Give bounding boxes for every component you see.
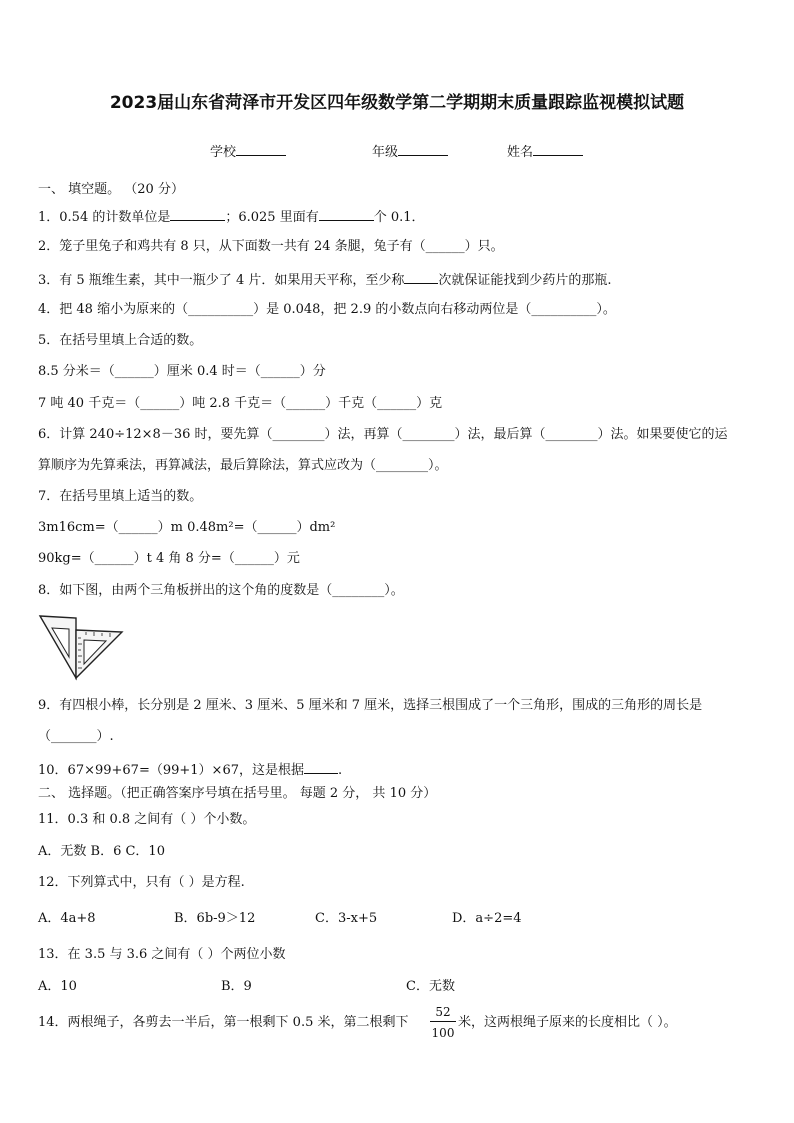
fraction-bar — [430, 1021, 456, 1022]
question-14-text-a: 14．两根绳子，各剪去一半后，第一根剩下 0.5 米，第二根剩下 — [38, 1015, 409, 1030]
question-13-option-a[interactable]: A．10 — [38, 979, 77, 994]
question-12-option-b[interactable]: B．6b-9＞12 — [174, 911, 256, 926]
grade-field[interactable] — [372, 141, 448, 160]
question-11: 11．0.3 和 0.8 之间有（ ）个小数。 — [38, 812, 256, 827]
fraction-denominator: 100 — [431, 1026, 455, 1040]
question-13-option-b[interactable]: B．9 — [221, 979, 252, 994]
answer-blank[interactable] — [170, 207, 225, 221]
answer-blank[interactable] — [319, 207, 374, 221]
question-7-line-a: 3m16cm=（______）m 0.48m²=（______）dm² — [38, 520, 336, 535]
question-13-option-c[interactable]: C．无数 — [406, 979, 455, 994]
grade-label: 年级 — [372, 145, 399, 160]
name-blank[interactable] — [533, 142, 583, 156]
question-12-option-a[interactable]: A．4a+8 — [38, 911, 96, 926]
question-7-line-b: 90kg=（______）t 4 角 8 分=（______）元 — [38, 551, 300, 566]
question-6: 6．计算 240÷12×8－36 时，要先算（________）法，再算（________）法，最后算（________）法。如果要使它的运 — [38, 427, 728, 442]
question-4: 4．把 48 缩小为原来的（__________）是 0.048，把 2.9 的小数点向右移动两位是（__________）。 — [38, 302, 616, 317]
section-heading-1: 一、 填空题。 （20 分） — [38, 182, 184, 197]
question-8: 8．如下图，由两个三角板拼出的这个角的度数是（________）。 — [38, 583, 404, 598]
question-5-line-b: 7 吨 40 千克＝（______）吨 2.8 千克＝（______）千克（______）克 — [38, 396, 443, 411]
question-1: 1．0.54 的计数单位是 ；6.025 里面有 个 0.1． — [38, 207, 425, 227]
page-title: 2023届山东省菏泽市开发区四年级数学第二学期期末质量跟踪监视模拟试题 — [109, 93, 685, 113]
name-label: 姓名 — [507, 145, 534, 160]
set-square-small — [76, 630, 122, 678]
answer-blank[interactable] — [304, 760, 338, 774]
school-blank[interactable] — [236, 142, 286, 156]
name-field[interactable] — [507, 141, 583, 160]
set-square-large — [40, 616, 76, 678]
question-3: 3．有 5 瓶维生素，其中一瓶少了 4 片．如果用天平称，至少称 次就保证能找到少药片的那瓶. — [38, 270, 611, 290]
question-5-line-a: 8.5 分米＝（______）厘米 0.4 时＝（______）分 — [38, 364, 326, 379]
school-field[interactable] — [210, 141, 286, 160]
school-label: 学校 — [210, 145, 237, 160]
question-11-options: A．无数 B．6 C．10 — [38, 844, 165, 859]
question-13: 13．在 3.5 与 3.6 之间有（ ）个两位小数 — [38, 947, 286, 962]
question-2: 2．笼子里兔子和鸡共有 8 只，从下面数一共有 24 条腿，兔子有（______）只。 — [38, 239, 504, 254]
question-7: 7．在括号里填上适当的数。 — [38, 489, 203, 504]
question-9-cont: （_______）. — [38, 729, 114, 744]
question-12-option-d[interactable]: D．a÷2=4 — [452, 911, 522, 926]
question-5: 5．在括号里填上合适的数。 — [38, 333, 203, 348]
question-14-text-b: 米，这两根绳子原来的长度相比（ ）。 — [458, 1015, 677, 1030]
section-heading-2: 二、 选择题。（把正确答案序号填在括号里。 每题 2 分， 共 10 分） — [38, 786, 437, 801]
question-6-cont: 算顺序为先算乘法，再算减法，最后算除法，算式应改为（________）。 — [38, 458, 448, 473]
fraction-numerator: 52 — [435, 1005, 451, 1019]
question-9: 9．有四根小棒，长分别是 2 厘米、3 厘米、5 厘米和 7 厘米，选择三根围成了一个三角形，围成的三角形的周长是 — [38, 698, 703, 713]
grade-blank[interactable] — [398, 142, 448, 156]
question-12: 12．下列算式中，只有（ ）是方程. — [38, 875, 245, 890]
answer-blank[interactable] — [404, 270, 438, 284]
triangle-rulers-figure — [38, 612, 126, 682]
question-10: 10．67×99+67=（99+1）×67，这是根据 . — [38, 760, 342, 780]
question-12-option-c[interactable]: C．3-x+5 — [315, 911, 378, 926]
